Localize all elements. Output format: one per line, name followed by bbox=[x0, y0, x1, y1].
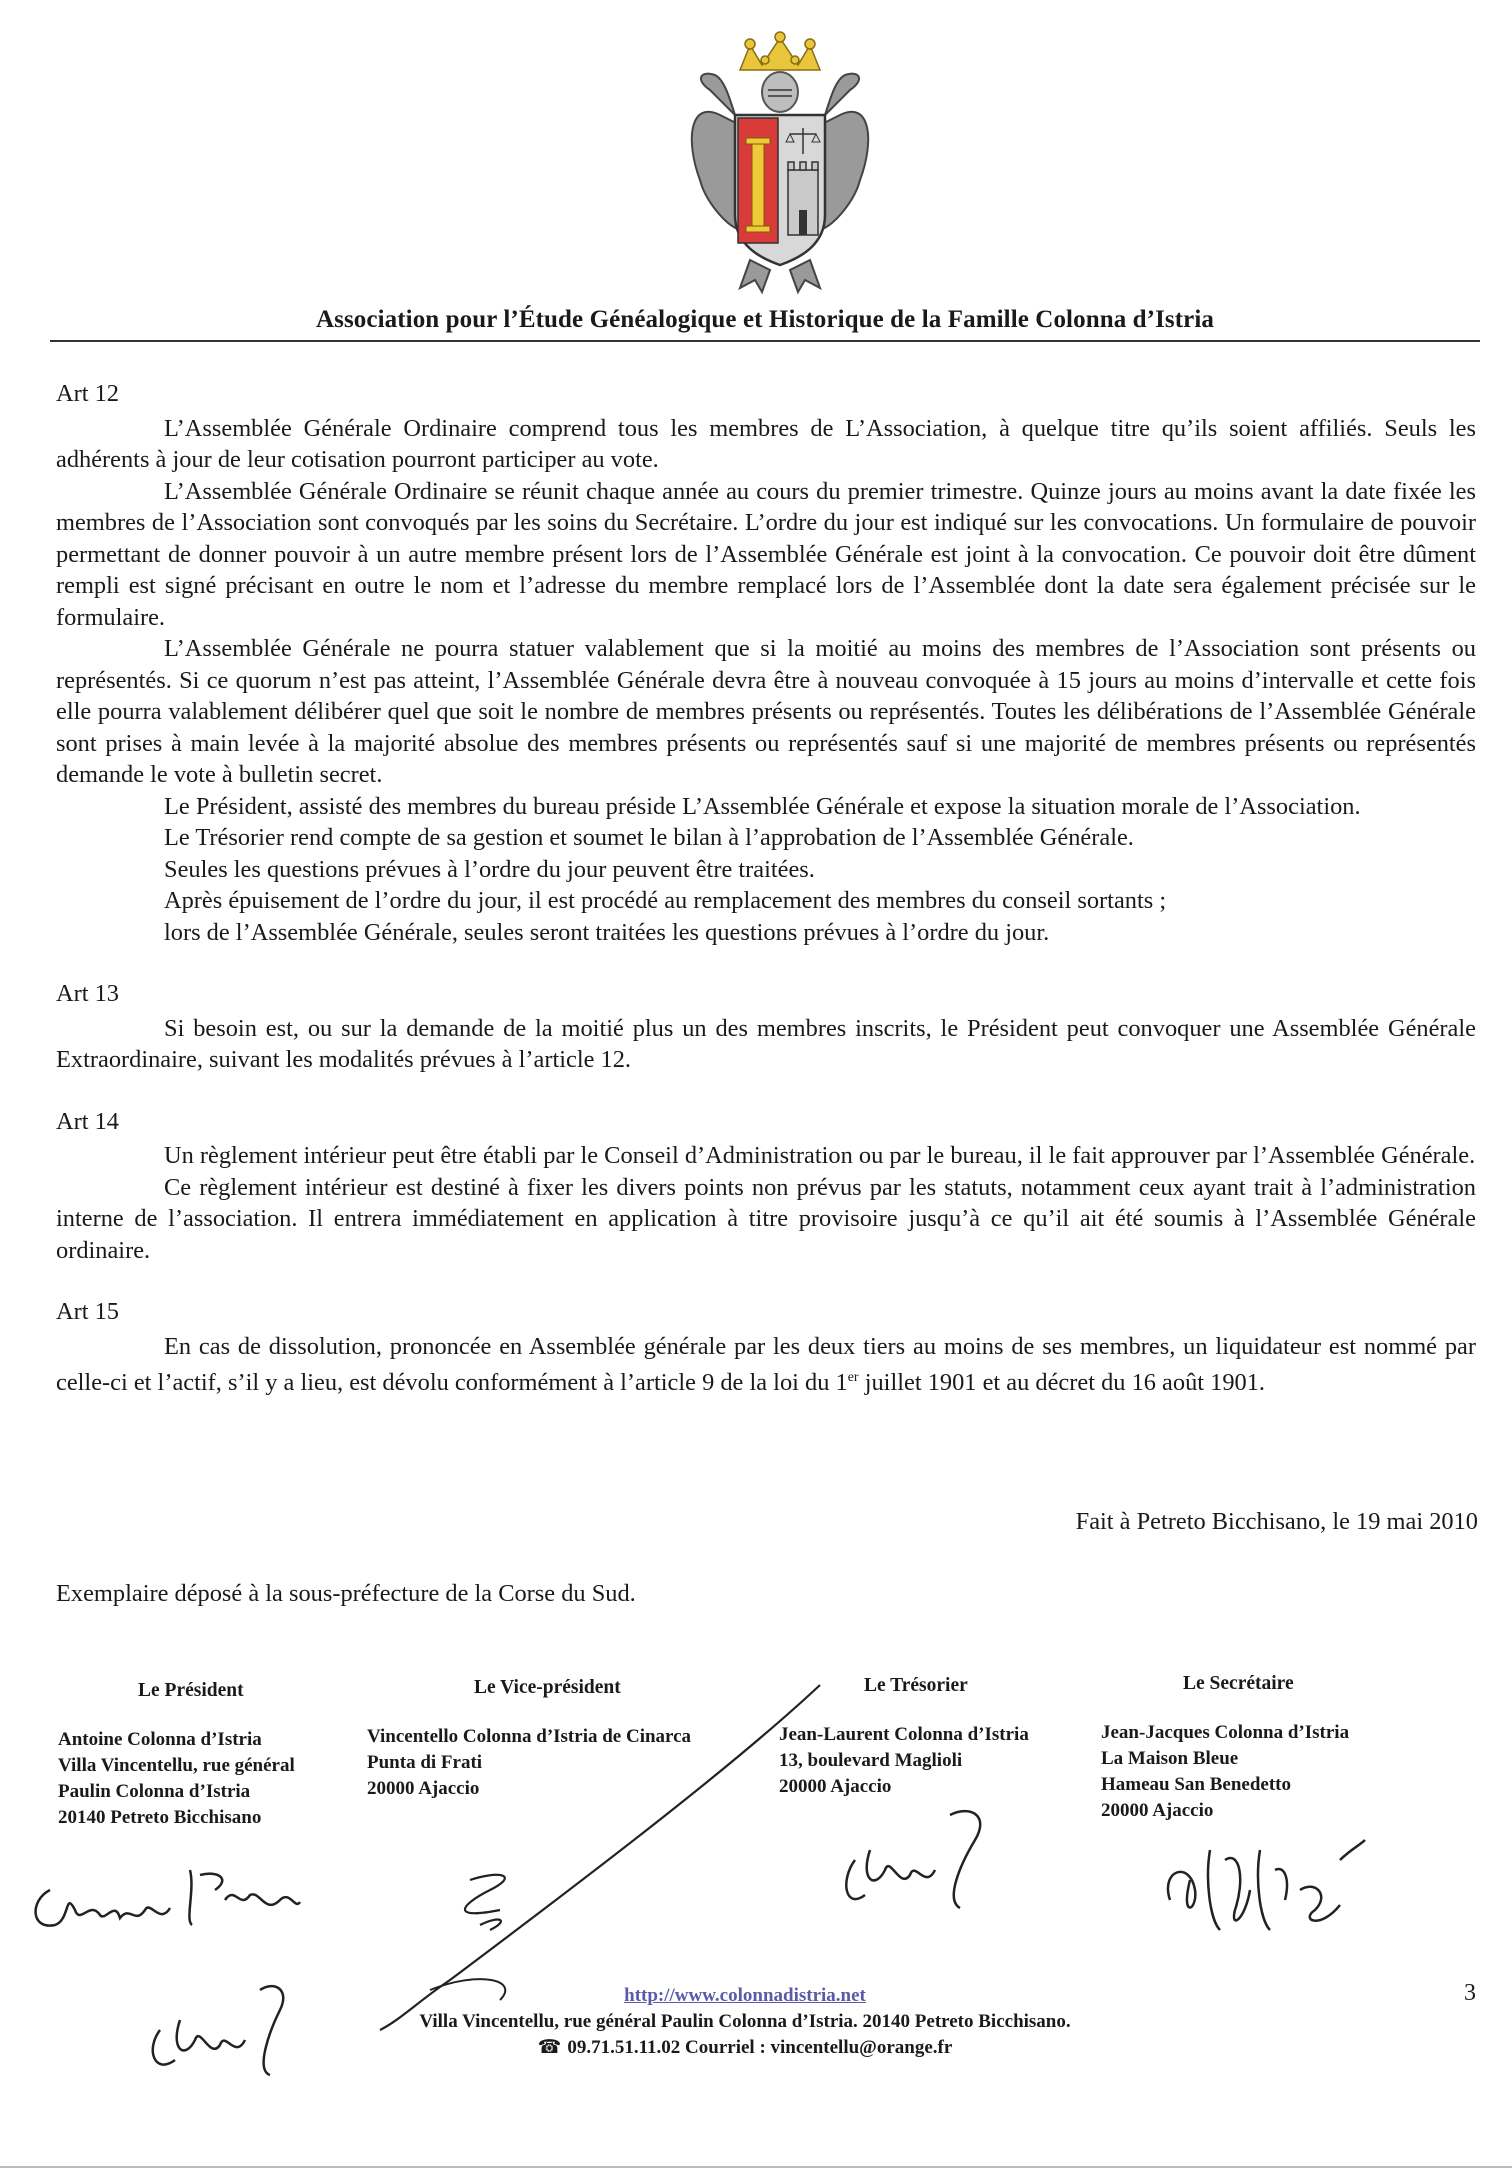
paragraph: Ce règlement intérieur est destiné à fixer les divers points non prévus par les statuts, notamment ceux ayant trait à l’administration interne de l’association. Il entrera immédiatement en application à titre provisoire jusqu’à ce qu’il ait été soumis à l’Assemblée Générale ordinaire. bbox=[56, 1173, 1476, 1264]
paragraph: Seules les questions prévues à l’ordre du jour peuvent être traitées. bbox=[164, 855, 815, 883]
page-footer bbox=[330, 1983, 1160, 2061]
text-segment: En cas de dissolution, prononcée en Assemblée générale par les deux tiers au moins de ses membres, un liquidateur est nommé par celle-ci et l’actif, s’il y a lieu, est dévolu conformément à l’article 9 de la loi du 1 bbox=[56, 1332, 1476, 1397]
paragraph: Si besoin est, ou sur la demande de la moitié plus un des membres inscrits, le Président peut convoquer une Assemblée Générale Extraordinaire, suivant les modalités prévues à l’article 12. bbox=[56, 1014, 1476, 1073]
treasurer-signature bbox=[830, 1790, 1010, 1920]
superscript: er bbox=[847, 1370, 859, 1385]
footer-address: Villa Vincentellu, rue général Paulin Colonna d’Istria. 20140 Petreto Bicchisano. bbox=[419, 2011, 1071, 2032]
initials-signature bbox=[140, 1950, 320, 2080]
scan-edge bbox=[0, 2166, 1512, 2168]
paragraph: L’Assemblée Générale Ordinaire comprend tous les membres de L’Association, à quelque titre qu’ils soient affiliés. Seuls les adhérents à jour de leur cotisation pourront participer au vote. bbox=[56, 414, 1476, 473]
article-title: Art 14 bbox=[56, 1107, 120, 1135]
place-and-date: Fait à Petreto Bicchisano, le 19 mai 2010 bbox=[1075, 1508, 1478, 1535]
signatory-role-vice-president: Le Vice-président bbox=[474, 1677, 621, 1698]
signatory-role-treasurer: Le Trésorier bbox=[864, 1675, 968, 1696]
article-title: Art 12 bbox=[56, 380, 120, 407]
article-title: Art 13 bbox=[56, 980, 120, 1007]
website-link[interactable]: http://www.colonnadistria.net bbox=[624, 1985, 866, 2006]
header-divider bbox=[50, 340, 1480, 342]
article-title: Art 15 bbox=[56, 1298, 120, 1325]
paragraph: Un règlement intérieur peut être établi par le Conseil d’Administration ou par le bureau, il le fait approuver par l’Assemblée Générale. bbox=[164, 1142, 1476, 1169]
article-14 bbox=[56, 1106, 1476, 1267]
signatory-line: 20000 Ajaccio bbox=[779, 1776, 892, 1797]
signatory-line: Vincentello Colonna d’Istria de Cinarca bbox=[367, 1726, 692, 1747]
paragraph: Le Trésorier rend compte de sa gestion et soumet le bilan à l’approbation de l’Assemblée Générale. bbox=[164, 824, 1134, 851]
signatory-line: Jean-Laurent Colonna d’Istria bbox=[779, 1724, 1029, 1745]
article-15 bbox=[56, 1296, 1476, 1399]
deposit-note: Exemplaire déposé à la sous-préfecture de la Corse du Sud. bbox=[56, 1580, 636, 1607]
signatory-president bbox=[58, 1727, 295, 1831]
paragraph: L’Assemblée Générale ne pourra statuer valablement que si la moitié au moins des membres de l’Association sont présents ou représentés. Si ce quorum n’est pas atteint, l’Assemblée Générale devra être à nouveau convoquée à 15 jours au moins d’intervalle et cette fois elle pourra valablement délibérer quel que soit le nombre de membres présents ou représentés. Toutes les délibérations de l’Assemblée Générale sont prises à main levée à la majorité absolue des membres présents ou représentés sauf si une majorité de membres présents ou représentés demande le vote à bulletin secret. bbox=[56, 635, 1476, 788]
signatory-line: Jean-Jacques Colonna d’Istria bbox=[1101, 1722, 1350, 1743]
signatory-line: 20000 Ajaccio bbox=[367, 1778, 480, 1799]
organization-title: Association pour l’Étude Généalogique et Historique de la Famille Colonna d’Istria bbox=[315, 306, 1215, 333]
paragraph: L’Assemblée Générale Ordinaire se réunit chaque année au cours du premier trimestre. Quinze jours au moins avant la date fixée les membres de l’Association sont convoqués par les soins du Secrétaire. L’ordre du jour est indiqué sur les convocations. Un formulaire de pouvoir permettant de donner pouvoir à un autre membre présent lors de l’Assemblée Générale est joint à la convocation. Ce pouvoir doit être dûment rempli est signé précisant en outre le nom et l’adresse du membre remplacé lors de l’Assemblée dont la date sera également précisée sur le formulaire. bbox=[56, 477, 1476, 631]
statutes-body bbox=[56, 378, 1476, 1399]
paragraph: lors de l’Assemblée Générale, seules seront traitées les questions prévues à l’ordre du jour. bbox=[164, 918, 1050, 946]
paragraph bbox=[56, 1331, 1476, 1399]
signatory-secretary bbox=[1101, 1720, 1349, 1824]
signatory-line: 13, boulevard Maglioli bbox=[779, 1750, 963, 1771]
signatory-line: Antoine Colonna d’Istria bbox=[58, 1729, 262, 1750]
article-13 bbox=[56, 978, 1476, 1076]
signatory-line: 20140 Petreto Bicchisano bbox=[58, 1807, 262, 1828]
signatory-role-secretary: Le Secrétaire bbox=[1183, 1673, 1294, 1694]
paragraph: Après épuisement de l’ordre du jour, il est procédé au remplacement des membres du conseil sortants ; bbox=[164, 887, 1167, 914]
footer-contact-line bbox=[330, 2035, 1160, 2061]
signatory-role-president: Le Président bbox=[138, 1680, 244, 1701]
signatory-line: Punta di Frati bbox=[367, 1752, 483, 1773]
article-12 bbox=[56, 378, 1476, 948]
paragraph: Le Président, assisté des membres du bureau préside L’Assemblée Générale et expose la situation morale de l’Association. bbox=[164, 792, 1361, 820]
footer-contact: 09.71.51.11.02 Courriel : vincentellu@orange.fr bbox=[567, 2037, 953, 2058]
text-segment: juillet 1901 et au décret du 16 août 1901. bbox=[858, 1369, 1266, 1397]
coat-of-arms-icon bbox=[680, 30, 880, 300]
signatory-line: Hameau San Benedetto bbox=[1101, 1774, 1291, 1795]
signatory-line: Villa Vincentellu, rue général bbox=[58, 1755, 295, 1776]
signatory-line: La Maison Bleue bbox=[1101, 1748, 1239, 1769]
page-number: 3 bbox=[1464, 1980, 1476, 2006]
secretary-signature bbox=[1150, 1820, 1370, 1950]
telephone-icon: ☎ bbox=[537, 2037, 562, 2058]
signatory-line: 20000 Ajaccio bbox=[1101, 1800, 1214, 1821]
signatory-line: Paulin Colonna d’Istria bbox=[58, 1781, 251, 1802]
president-signature bbox=[20, 1830, 310, 1950]
